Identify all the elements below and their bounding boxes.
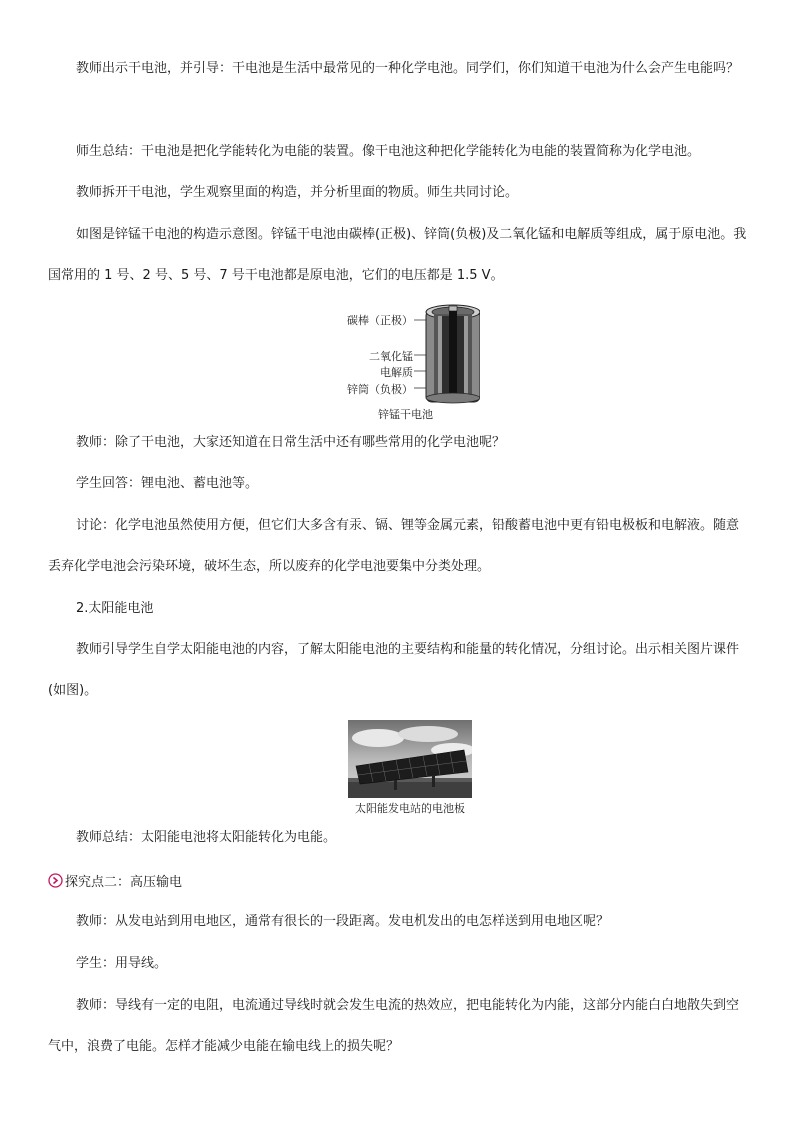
paragraph-summary-chemical-cell: 师生总结：干电池是把化学能转化为电能的装置。像干电池这种把化学能转化为电能的装置简称为化学电池。 [76,144,701,159]
chevron-circle-icon [48,873,63,888]
battery-diagram-icon [330,300,480,405]
subheading-solar-cell: 2.太阳能电池 [76,601,154,616]
label-electrolyte: 电解质 [380,366,413,379]
paragraph-student-answer: 学生回答：锂电池、蓄电池等。 [76,476,259,491]
label-mno2: 二氧化锰 [369,350,413,363]
battery-caption: 锌锰干电池 [378,408,433,421]
section-heading-text: 探究点二：高压输电 [65,874,183,890]
solar-caption: 太阳能发电站的电池板 [355,802,465,815]
solar-panel-photo [348,720,472,798]
solar-figure [348,720,472,816]
paragraph-disassemble: 教师拆开干电池，学生观察里面的构造，并分析里面的物质。师生共同讨论。 [76,185,519,200]
label-carbon-rod: 碳棒（正极） [347,314,413,327]
paragraph-wire-resistance: 教师：导线有一定的电阻，电流通过导线时就会发生电流的热效应，把电能转化为内能，这部分内能白白地散失到空气中，浪费了电能。怎样才能减少电能在输电线上的损失呢？ [48,998,740,1054]
paragraph-zinc-manganese: 如图是锌锰干电池的构造示意图。锌锰干电池由碳棒(正极)、锌筒(负极)及二氧化锰和电解质等组成，属于原电池。我国常用的 1 号、2 号、5 号、7 号干电池都是原电池，它们的电压都是 1.5 V。 [48,227,747,283]
paragraph-solar-self-study: 教师引导学生自学太阳能电池的内容，了解太阳能电池的主要结构和能量的转化情况，分组讨论。出示相关图片课件(如图)。 [48,642,740,698]
paragraph-solar-summary: 教师总结：太阳能电池将太阳能转化为电能。 [76,830,337,845]
paragraph-student-wire: 学生：用导线。 [76,956,168,971]
paragraph-intro-dry-cell: 教师出示干电池，并引导：干电池是生活中最常见的一种化学电池。同学们，你们知道干电池为什么会产生电能吗？ [76,61,740,76]
section-heading [48,870,182,890]
label-zinc-can: 锌筒（负极） [347,383,413,396]
paragraph-other-cells-question: 教师：除了干电池，大家还知道在日常生活中还有哪些常用的化学电池呢？ [76,435,506,450]
battery-figure [330,300,480,422]
paragraph-transmission-question: 教师：从发电站到用电地区，通常有很长的一段距离。发电机发出的电怎样送到用电地区呢？ [76,914,610,929]
paragraph-discussion: 讨论：化学电池虽然使用方便，但它们大多含有汞、镉、锂等金属元素，铅酸蓄电池中更有铅电极板和电解液。随意丢弃化学电池会污染环境，破坏生态，所以废弃的化学电池要集中分类处理。 [48,518,740,574]
